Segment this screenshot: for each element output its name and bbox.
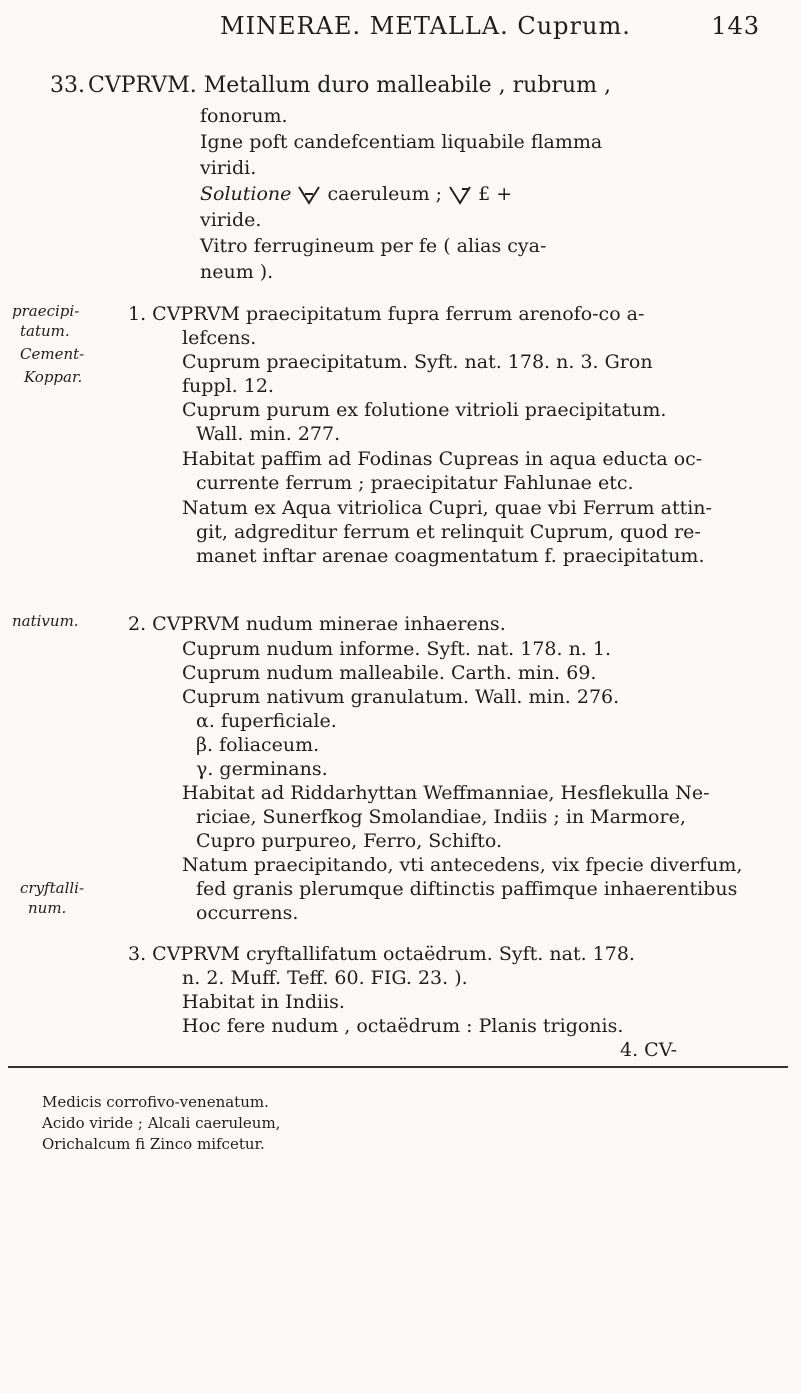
catchword: 4. CV- bbox=[620, 1039, 678, 1061]
text-line: Natum ex Aqua vitriolica Cupri, quae vbi Ferrum attin- bbox=[182, 497, 712, 519]
caeruleum-text: caeruleum ; bbox=[327, 183, 443, 205]
footnote-line: Acido viride ; Alcali caeruleum, bbox=[42, 1114, 281, 1132]
text-line: git, adgreditur ferrum et relinquit Cuprum, quod re- bbox=[196, 521, 701, 543]
footnote-line: Medicis corrofivo-venenatum. bbox=[42, 1093, 269, 1111]
margin-note: praecipi- bbox=[12, 302, 80, 320]
entry-line: viridi. bbox=[200, 157, 257, 179]
text-line: β. foliaceum. bbox=[196, 734, 320, 756]
margin-note: tatum. bbox=[20, 322, 70, 340]
margin-note: Cement- bbox=[20, 345, 85, 363]
text-line: γ. germinans. bbox=[196, 758, 328, 780]
text-line: 3. CVPRVM cryftallifatum octaëdrum. Syft. nat. 178. bbox=[128, 943, 635, 965]
text-line: fuppl. 12. bbox=[182, 375, 274, 397]
text-line: lefcens. bbox=[182, 327, 257, 349]
margin-note: Koppar. bbox=[24, 368, 83, 386]
text-line: currente ferrum ; praecipitatur Fahlunae etc. bbox=[196, 472, 634, 494]
aqua-regia-symbol-icon bbox=[448, 185, 472, 205]
header-title: MINERAE. METALLA. Cuprum. bbox=[220, 12, 631, 40]
text-line: Cuprum nudum malleabile. Carth. min. 69. bbox=[182, 662, 597, 684]
text-line: Habitat ad Riddarhyttan Weffmanniae, Hesflekulla Ne- bbox=[182, 782, 710, 804]
text-line: Habitat in Indiis. bbox=[182, 991, 345, 1013]
entry-number: 33. bbox=[50, 73, 85, 98]
entry-line: Igne poft candefcentiam liquabile flamma bbox=[200, 131, 603, 153]
entry-line: neum ). bbox=[200, 261, 274, 283]
page-number: 143 bbox=[711, 12, 760, 40]
entry-heading: CVPRVM. Metallum duro malleabile , rubrum , bbox=[88, 73, 611, 98]
footnote-line: Orichalcum fi Zinco mifcetur. bbox=[42, 1135, 265, 1153]
text-line: 2. CVPRVM nudum minerae inhaerens. bbox=[128, 613, 506, 635]
text-line: n. 2. Muff. Teff. 60. FIG. 23. ). bbox=[182, 967, 468, 989]
nitric-acid-symbol-icon bbox=[297, 185, 321, 205]
text-line: 1. CVPRVM praecipitatum fupra ferrum arenofo-co a- bbox=[128, 303, 645, 325]
running-header bbox=[220, 12, 760, 40]
margin-note: nativum. bbox=[12, 612, 79, 630]
text-line: Natum praecipitando, vti antecedens, vix fpecie diverfum, bbox=[182, 854, 743, 876]
text-line: occurrens. bbox=[196, 902, 299, 924]
text-line: α. fuperficiale. bbox=[196, 710, 337, 732]
text-line: manet inftar arenae coagmentatum f. praecipitatum. bbox=[196, 545, 705, 567]
text-line: Cupro purpureo, Ferro, Schifto. bbox=[196, 830, 503, 852]
margin-note: num. bbox=[28, 899, 67, 917]
text-line: Hoc fere nudum , octaëdrum : Planis trigonis. bbox=[182, 1015, 624, 1037]
text-line: Cuprum purum ex folutione vitrioli praecipitatum. bbox=[182, 399, 667, 421]
text-line: Wall. min. 277. bbox=[196, 423, 341, 445]
text-line: Habitat paffim ad Fodinas Cupreas in aqua educta oc- bbox=[182, 448, 703, 470]
solutione-label: Solutione bbox=[200, 183, 292, 205]
text-line: fed granis plerumque diftinctis paffimque inhaerentibus bbox=[196, 878, 738, 900]
symbol-text: £ + bbox=[478, 183, 513, 205]
entry-line bbox=[200, 182, 512, 206]
entry-line: viride. bbox=[200, 209, 262, 231]
text-line: Cuprum nudum informe. Syft. nat. 178. n. 1. bbox=[182, 638, 612, 660]
entry-line: fonorum. bbox=[200, 105, 288, 127]
footnote-divider bbox=[8, 1066, 788, 1068]
text-line: Cuprum nativum granulatum. Wall. min. 276. bbox=[182, 686, 620, 708]
entry-line: Vitro ferrugineum per fe ( alias cya- bbox=[200, 235, 547, 257]
text-line: Cuprum praecipitatum. Syft. nat. 178. n. 3. Gron bbox=[182, 351, 653, 373]
text-line: riciae, Sunerfkog Smolandiae, Indiis ; in Marmore, bbox=[196, 806, 686, 828]
margin-note: cryftalli- bbox=[20, 879, 85, 897]
